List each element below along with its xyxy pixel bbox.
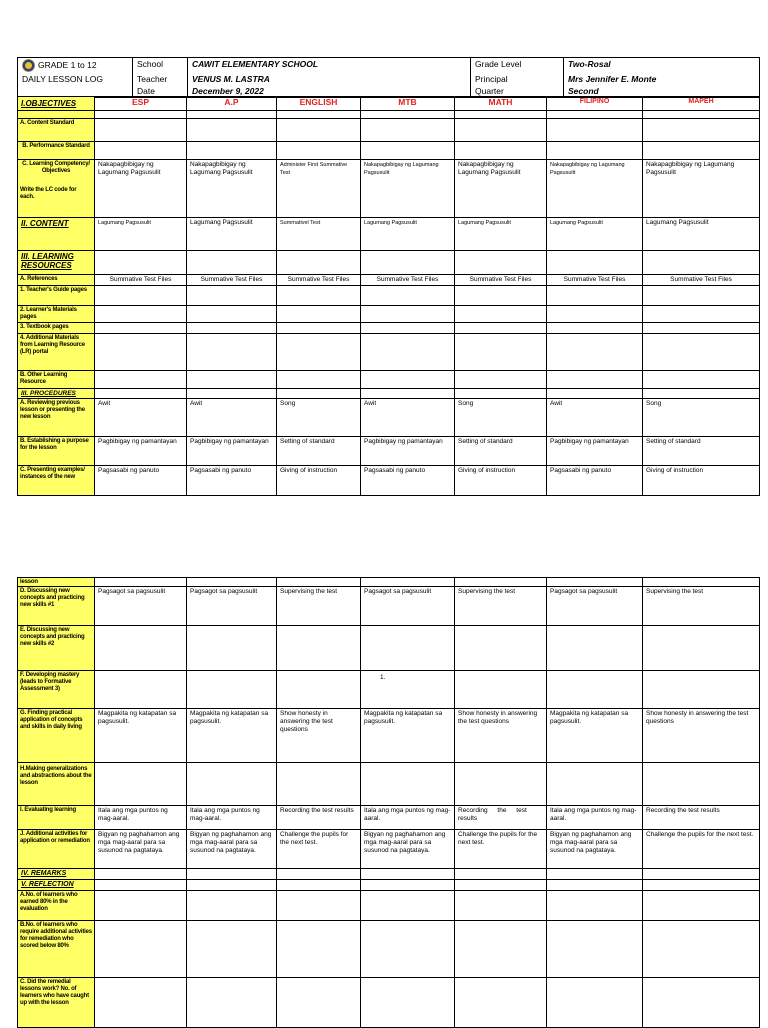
references-label: A. References [18, 275, 95, 286]
establishing-mtb: Pagbibigay ng pamantayan [361, 437, 455, 466]
developing-label: F. Developing mastery (leads to Formative Assessment 3) [18, 671, 95, 709]
content-math: Lagumang Pagsusulit [455, 218, 547, 251]
content-esp: Lagumang Pagsusulit [95, 218, 187, 251]
discussing1-mtb: Pagsagot sa pagsusulit [361, 587, 455, 626]
discussing1-filipino: Pagsagot sa pagsusulit [547, 587, 643, 626]
additional-mtb: Bigyan ng paghahamon ang mga mag-aaral para sa susunod na pagtataya. [361, 830, 455, 869]
establishing-ap: Pagbibigay ng pamantayan [187, 437, 277, 466]
other-resource-label: B. Other Learning Resource [18, 371, 95, 389]
teacher-value: VENUS M. LASTRA [188, 73, 471, 85]
competency-esp: Nakapagbibigay ng Lagumang Pagsusulit [95, 160, 187, 218]
header-table [17, 57, 760, 98]
presenting-label: C. Presenting examples/ instances of the new [18, 466, 95, 496]
evaluating-math: Recording the test results [455, 806, 547, 830]
references-math: Summative Test Files [455, 275, 547, 286]
learning-resources-heading: III. LEARNING RESOURCES [18, 251, 95, 275]
lc-code-note: Write the LC code for each. [20, 187, 77, 200]
presenting-filipino: Pagsasabi ng panuto [547, 466, 643, 496]
competency-mtb: Nakapagbibigay ng Lagumang Pagsusulit [361, 160, 455, 218]
reflection-heading: V. REFLECTION [18, 880, 95, 891]
evaluating-ap: Itala ang mga puntos ng mag-aaral. [187, 806, 277, 830]
discussing1-esp: Pagsagot sa pagsusulit [95, 587, 187, 626]
procedures-heading: III. PROCEDURES [18, 389, 95, 399]
discussing2-label: E. Discussing new concepts and practicing new skills #2 [18, 626, 95, 671]
grade-level-value: Two-Rosal [564, 58, 760, 74]
establishing-label: B. Establishing a purpose for the lesson [18, 437, 95, 466]
presenting-mapeh: Giving of instruction [643, 466, 760, 496]
quarter-label: Quarter [471, 85, 564, 98]
references-ap: Summative Test Files [187, 275, 277, 286]
content-mtb: Lagumang Pagsusulit [361, 218, 455, 251]
additional-filipino: Bigyan ng paghahamon ang mga mag-aaral para sa susunod na pagtataya. [547, 830, 643, 869]
learners-80-label: A.No. of learners who earned 80% in the evaluation [18, 891, 95, 921]
content-mapeh: Lagumang Pagsusulit [643, 218, 760, 251]
presenting-ap: Pagsasabi ng panuto [187, 466, 277, 496]
developing-mark: 1. [380, 674, 386, 681]
competency-math: Nakapagbibigay ng Lagumang Pagsusulit [455, 160, 547, 218]
school-value: CAWIT ELEMENTARY SCHOOL [188, 58, 471, 74]
remedial-work-label: C. Did the remedial lessons work? No. of learners who have caught up with the lesson [18, 978, 95, 1028]
content-filipino: Lagumang Pagsusulit [547, 218, 643, 251]
finding-mtb: Magpakita ng katapatan sa pagsusulit. [361, 709, 455, 763]
additional-materials-label: 4. Additional Materials from Learning Resource (LR) portal [18, 334, 95, 371]
reviewing-math: Song [455, 399, 547, 437]
quarter-value: Second [564, 85, 760, 98]
presenting-math: Giving of instruction [455, 466, 547, 496]
textbook-label: 3. Textbook pages [18, 323, 95, 334]
discussing1-mapeh: Supervising the test [643, 587, 760, 626]
subject-esp: ESP [95, 97, 187, 111]
learning-competency-cell [18, 160, 95, 218]
performance-standard-label: B. Performance Standard [18, 142, 95, 160]
log-title: DAILY LESSON LOG [18, 73, 133, 85]
reviewing-ap: Awit [187, 399, 277, 437]
developing-mtb [361, 671, 455, 709]
presenting-english: Giving of instruction [277, 466, 361, 496]
content-heading: II. CONTENT [18, 218, 95, 251]
reviewing-mtb: Awit [361, 399, 455, 437]
grade-line-cell [18, 58, 133, 74]
finding-filipino: Magpakita ng katapatan sa pagsusulit. [547, 709, 643, 763]
lesson-continued-label: lesson [18, 578, 95, 587]
content-ap: Lagumang Pagsusulit [187, 218, 277, 251]
content-english: Summativel Test [277, 218, 361, 251]
establishing-math: Setting of standard [455, 437, 547, 466]
reviewing-esp: Awit [95, 399, 187, 437]
evaluating-filipino: Itala ang mga puntos ng mag-aaral. [547, 806, 643, 830]
establishing-mapeh: Setting of standard [643, 437, 760, 466]
establishing-filipino: Pagbibigay ng pamantayan [547, 437, 643, 466]
grade-level-label: Grade Level [471, 58, 564, 74]
subject-math: MATH [455, 97, 547, 111]
objectives-heading: I.OBJECTIVES [18, 97, 95, 111]
additional-english: Challenge the pupils for the next test. [277, 830, 361, 869]
competency-mapeh: Nakapagbibigay ng Lagumang Pagsusulit [643, 160, 760, 218]
references-mtb: Summative Test Files [361, 275, 455, 286]
additional-esp: Bigyan ng paghahamon ang mga mag-aaral para sa susunod na pagtataya. [95, 830, 187, 869]
reviewing-label: A. Reviewing previous lesson or presenting the new lesson [18, 399, 95, 437]
date-label: Date [133, 85, 188, 98]
lesson-log-table-page1 [17, 96, 760, 496]
presenting-mtb: Pagsasabi ng panuto [361, 466, 455, 496]
presenting-esp: Pagsasabi ng panuto [95, 466, 187, 496]
references-mapeh: Summative Test Files [643, 275, 760, 286]
finding-mapeh: Show honesty in answering the test questions [643, 709, 760, 763]
finding-label: G. Finding practical application of concepts and skills in daily living [18, 709, 95, 763]
evaluating-mtb: Itala ang mga puntos ng mag-aaral. [361, 806, 455, 830]
additional-mapeh: Challenge the pupils for the next test. [643, 830, 760, 869]
subject-ap: A.P [187, 97, 277, 111]
content-standard-label: A. Content Standard [18, 119, 95, 142]
learners-materials-label: 2. Learner's Materials pages [18, 306, 95, 323]
finding-math: Show honesty in answering the test questions [455, 709, 547, 763]
evaluating-english: Recording the test results [277, 806, 361, 830]
evaluating-esp: Itala ang mga puntos ng mag-aaral. [95, 806, 187, 830]
principal-label: Principal [471, 73, 564, 85]
discussing1-math: Supervising the test [455, 587, 547, 626]
school-label: School [133, 58, 188, 74]
subject-english: ENGLISH [277, 97, 361, 111]
grade-line: GRADE 1 to 12 [38, 59, 97, 70]
finding-english: Show honesty in answering the test questions [277, 709, 361, 763]
references-esp: Summative Test Files [95, 275, 187, 286]
subject-filipino: FILIPINO [547, 97, 643, 111]
principal-value: Mrs Jennifer E. Monte [564, 73, 760, 85]
competency-ap: Nakapagbibigay ng Lagumang Pagsusulit [187, 160, 277, 218]
date-value: December 9, 2022 [188, 85, 471, 98]
discussing1-label: D. Discussing new concepts and practicing new skills #1 [18, 587, 95, 626]
additional-math: Challenge the pupils for the next test. [455, 830, 547, 869]
reviewing-english: Song [277, 399, 361, 437]
additional-label: J. Additional activities for application or remediation [18, 830, 95, 869]
references-filipino: Summative Test Files [547, 275, 643, 286]
lesson-log-table-page2 [17, 577, 760, 1028]
evaluating-label: I. Evaluating learning [18, 806, 95, 830]
reviewing-mapeh: Song [643, 399, 760, 437]
remarks-heading: IV. REMARKS [18, 869, 95, 880]
competency-filipino: Nakapagbibigay ng Lagumang Pagsusulit [547, 160, 643, 218]
references-english: Summative Test Files [277, 275, 361, 286]
discussing1-english: Supervising the test [277, 587, 361, 626]
discussing1-ap: Pagsagot sa pagsusulit [187, 587, 277, 626]
subject-mtb: MTB [361, 97, 455, 111]
evaluating-mapeh: Recording the test results [643, 806, 760, 830]
learners-remediation-label: B.No. of learners who require additional activities for remediation who scored below 80% [18, 921, 95, 978]
deped-seal-icon [22, 59, 35, 72]
finding-esp: Magpakita ng katapatan sa pagsusulit. [95, 709, 187, 763]
competency-english: Administer First Summative Test [277, 160, 361, 218]
teacher-label: Teacher [133, 73, 188, 85]
teachers-guide-label: 1. Teacher's Guide pages [18, 286, 95, 306]
reviewing-filipino: Awit [547, 399, 643, 437]
establishing-english: Setting of standard [277, 437, 361, 466]
learning-competency-label: C. Learning Competency/ Objectives [22, 161, 90, 174]
making-label: H.Making generalizations and abstractions about the lesson [18, 763, 95, 806]
establishing-esp: Pagbibigay ng pamantayan [95, 437, 187, 466]
subject-mapeh: MAPEH [643, 97, 760, 111]
additional-ap: Bigyan ng paghahamon ang mga mag-aaral para sa susunod na pagtataya. [187, 830, 277, 869]
finding-ap: Magpakita ng katapatan sa pagsusulit. [187, 709, 277, 763]
